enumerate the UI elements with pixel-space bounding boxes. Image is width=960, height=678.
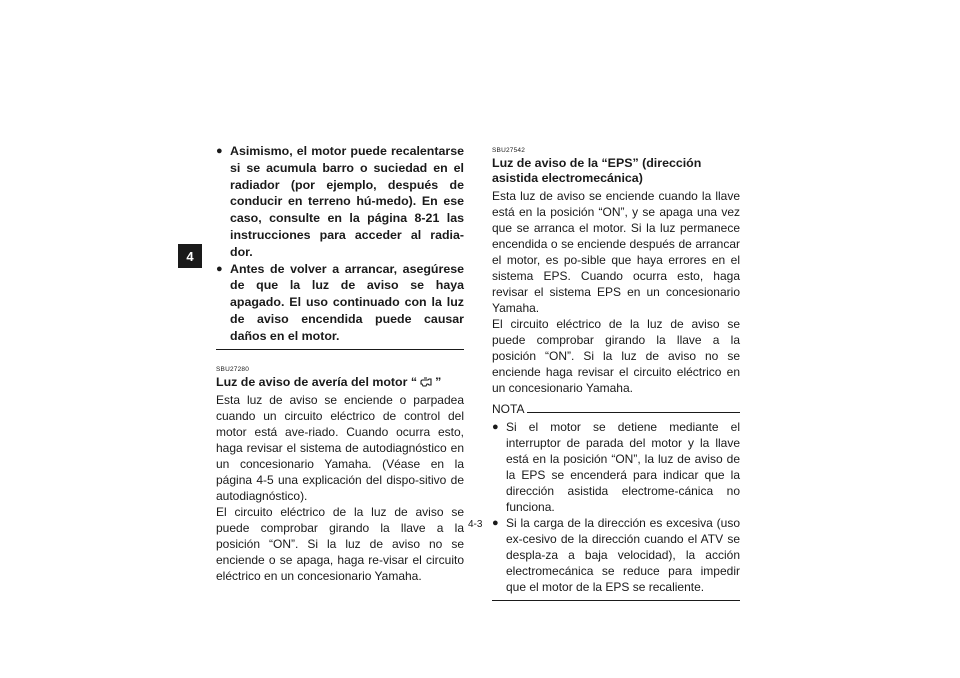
bullet-icon: ● [492, 421, 499, 433]
warning-item: ● Asimismo, el motor puede recalentarse si se acumula barro o suciedad en el radiador (por ejemplo, después de conducir en terreno hú-medo). En ese caso, consulte en la página 8-21 las instrucciones para acceder al radia-dor. [216, 144, 464, 259]
warning-item: ● Antes de volver a arrancar, asegúrese de que la luz de aviso se haya apagado. El uso continuado con la luz de aviso encendida puede causar daños en el motor. [216, 261, 464, 343]
section-heading: Luz de aviso de la “EPS” (dirección asistida electromecánica) [492, 156, 702, 185]
warning-block [216, 143, 464, 350]
left-column [216, 143, 464, 584]
note-item: ● Si la carga de la dirección es excesiva (uso ex-cesivo de la dirección cuando el ATV se despla-za a baja velocidad), la acción electromecánica se reduce para impedir que el motor de la EPS se recaliente. [492, 516, 740, 594]
note-block [492, 402, 740, 601]
bullet-icon: ● [216, 145, 223, 157]
section-code: SBU27542 [492, 147, 526, 154]
note-divider [527, 412, 740, 413]
right-column [492, 143, 740, 601]
section-code: SBU27280 [216, 365, 250, 373]
engine-warning-icon [419, 377, 433, 387]
section-heading: Luz de aviso de avería del motor “ ” [216, 374, 442, 389]
body-paragraph: El circuito eléctrico de la luz de aviso se puede comprobar girando la llave a la posición “ON”. Si la luz de aviso no se enciende haga revisar el circuito eléctrico en un concesionario Yamaha. [492, 317, 740, 395]
note-header [492, 402, 740, 416]
body-paragraph: Esta luz de aviso se enciende o parpadea cuando un circuito eléctrico de control del motor está ave-riado. Cuando ocurra esto, haga revisar el sistema de autodiagnóstico en un concesionario Yamaha. (Véase en la página 4-5 una explicación del dispo-sitivo de autodiagnóstico). [216, 392, 464, 503]
page-number: 4-3 [468, 519, 483, 530]
chapter-tab: 4 [178, 244, 202, 268]
body-paragraph: Esta luz de aviso se enciende cuando la llave está en la posición “ON”, y se apaga una vez que se arranca el motor. Si la luz permanece encendida o se enciende después de arrancar el motor, es po-sible que haya errores en el sistema EPS. Cuando ocurra esto, haga revisar el sistema EPS en un concesionario Yamaha. [492, 189, 740, 315]
body-paragraph: El circuito eléctrico de la luz de aviso se puede comprobar girando la llave a la posición “ON”. Si la luz de aviso no se enciende o se apaga, haga re-visar el circuito eléctrico en un concesionario Yamaha. [216, 504, 464, 583]
note-item: ● Si el motor se detiene mediante el interruptor de parada del motor y la llave está en la posición “ON”, la luz de aviso de la EPS se encenderá para indicar que la dirección asistida electrome-cánica no funciona. [492, 420, 740, 514]
note-label: NOTA [492, 402, 525, 416]
note-end-divider [492, 600, 740, 601]
bullet-icon: ● [492, 517, 499, 529]
warning-divider [216, 349, 464, 350]
bullet-icon: ● [216, 262, 223, 275]
